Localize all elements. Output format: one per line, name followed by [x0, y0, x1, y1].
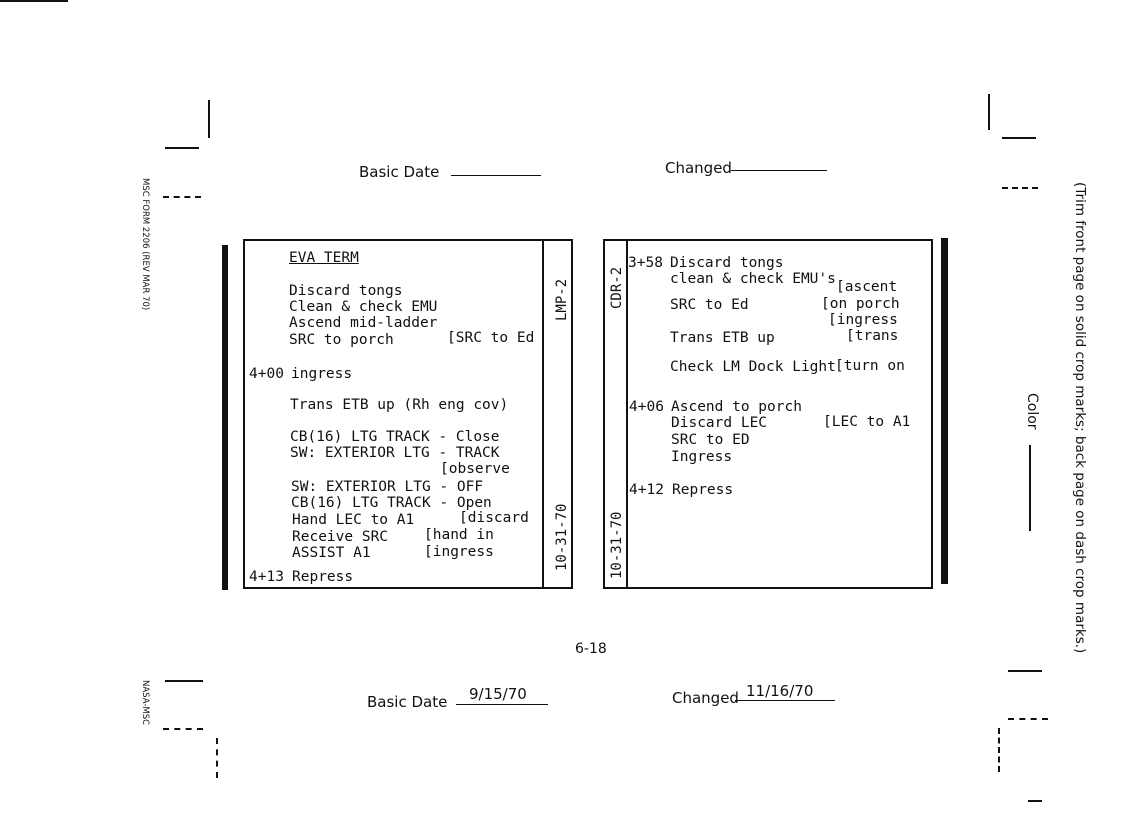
procedure-step: SRC to Ed [670, 297, 749, 313]
crop-mark [1002, 137, 1036, 139]
color-label: Color [1024, 393, 1040, 430]
procedure-step: Trans ETB up (Rh eng cov) [290, 397, 509, 413]
procedure-step: Check LM Dock Light [670, 359, 836, 375]
procedure-step: CB(16) LTG TRACK - Open [291, 495, 492, 511]
tab-divider [542, 241, 544, 587]
timestamp: 3+58 [628, 255, 663, 271]
procedure-note: [hand in [424, 527, 494, 543]
procedure-step: Receive SRC [292, 529, 389, 545]
basic-date-label: Basic Date [359, 163, 440, 181]
timestamp: 4+00 [249, 366, 284, 382]
crop-mark [988, 94, 990, 130]
procedure-step: SW: EXTERIOR LTG - OFF [291, 479, 484, 495]
procedure-note: [SRC to Ed [447, 330, 535, 346]
crop-mark-dashed [1008, 718, 1048, 720]
procedure-note: [observe [440, 461, 510, 477]
procedure-step: Hand LEC to A1 [292, 512, 415, 528]
procedure-step: SRC to ED [671, 432, 750, 448]
procedure-note: [LEC to A1 [823, 414, 911, 430]
procedure-step: SW: EXTERIOR LTG - TRACK [290, 445, 500, 461]
crop-mark-dashed [998, 728, 1000, 772]
corner-rule [0, 0, 68, 2]
changed-label: Changed [665, 159, 732, 177]
timestamp: 4+12 [629, 482, 664, 498]
procedure-step: Repress [292, 569, 354, 585]
procedure-step: SRC to porch [289, 332, 394, 348]
procedure-step: ingress [291, 366, 353, 382]
crop-mark-dashed [163, 728, 203, 730]
crop-mark [165, 147, 199, 149]
procedure-note: [discard [459, 510, 529, 526]
nasa-msc-mark: NASA-MSC [140, 680, 150, 726]
procedure-note: [trans [846, 328, 899, 344]
card-edge-bar [222, 245, 228, 590]
tab-label: LMP-2 [554, 278, 570, 321]
procedure-step: Clean & check EMU [289, 299, 438, 315]
procedure-step: clean & check EMU's [670, 271, 836, 287]
crop-mark-dashed [216, 738, 218, 778]
basic-date-value: 9/15/70 [469, 685, 527, 703]
procedure-note: [ingress [424, 544, 494, 560]
procedure-step: ASSIST A1 [292, 545, 371, 561]
procedure-step: CB(16) LTG TRACK - Close [290, 429, 500, 445]
procedure-step: Ingress [671, 449, 733, 465]
crop-mark [165, 680, 203, 682]
crop-mark-dashed [1002, 187, 1038, 189]
card-edge-bar [941, 238, 948, 584]
procedure-step: Trans ETB up [670, 330, 775, 346]
procedure-note: [on porch [821, 296, 900, 312]
basic-date-field [451, 175, 541, 176]
tab-divider [626, 241, 628, 587]
procedure-step: Ascend mid-ladder [289, 315, 438, 331]
procedure-step: Discard tongs [289, 283, 403, 299]
procedure-note: [ascent [836, 279, 898, 295]
changed-field [735, 700, 835, 701]
procedure-note: [turn on [835, 358, 905, 374]
basic-date-field [456, 704, 548, 705]
color-field-line [1029, 445, 1031, 531]
crop-mark [1008, 670, 1042, 672]
procedure-note: [ingress [828, 312, 898, 328]
tab-label: CDR-2 [609, 266, 625, 309]
procedure-step: Repress [672, 482, 734, 498]
form-number: MSC FORM 2206 (REV MAR 70) [140, 178, 150, 311]
changed-field [731, 170, 827, 171]
basic-date-label: Basic Date [367, 693, 448, 711]
changed-label: Changed [672, 689, 739, 707]
procedure-step: Ascend to porch [671, 399, 802, 415]
card-title: EVA TERM [289, 250, 359, 266]
trim-instructions: (Trim front page on solid crop marks; back page on dash crop marks.) [1072, 182, 1088, 654]
crop-mark [208, 100, 210, 138]
page-number: 6-18 [575, 641, 607, 657]
tab-date: 10-31-70 [609, 511, 625, 579]
procedure-step: Discard tongs [670, 255, 784, 271]
crop-mark [1028, 800, 1042, 802]
timestamp: 4+13 [249, 569, 284, 585]
procedure-step: Discard LEC [671, 415, 768, 431]
crop-mark-dashed [163, 196, 201, 198]
tab-date: 10-31-70 [554, 503, 570, 571]
timestamp: 4+06 [629, 399, 664, 415]
changed-value: 11/16/70 [746, 682, 814, 700]
